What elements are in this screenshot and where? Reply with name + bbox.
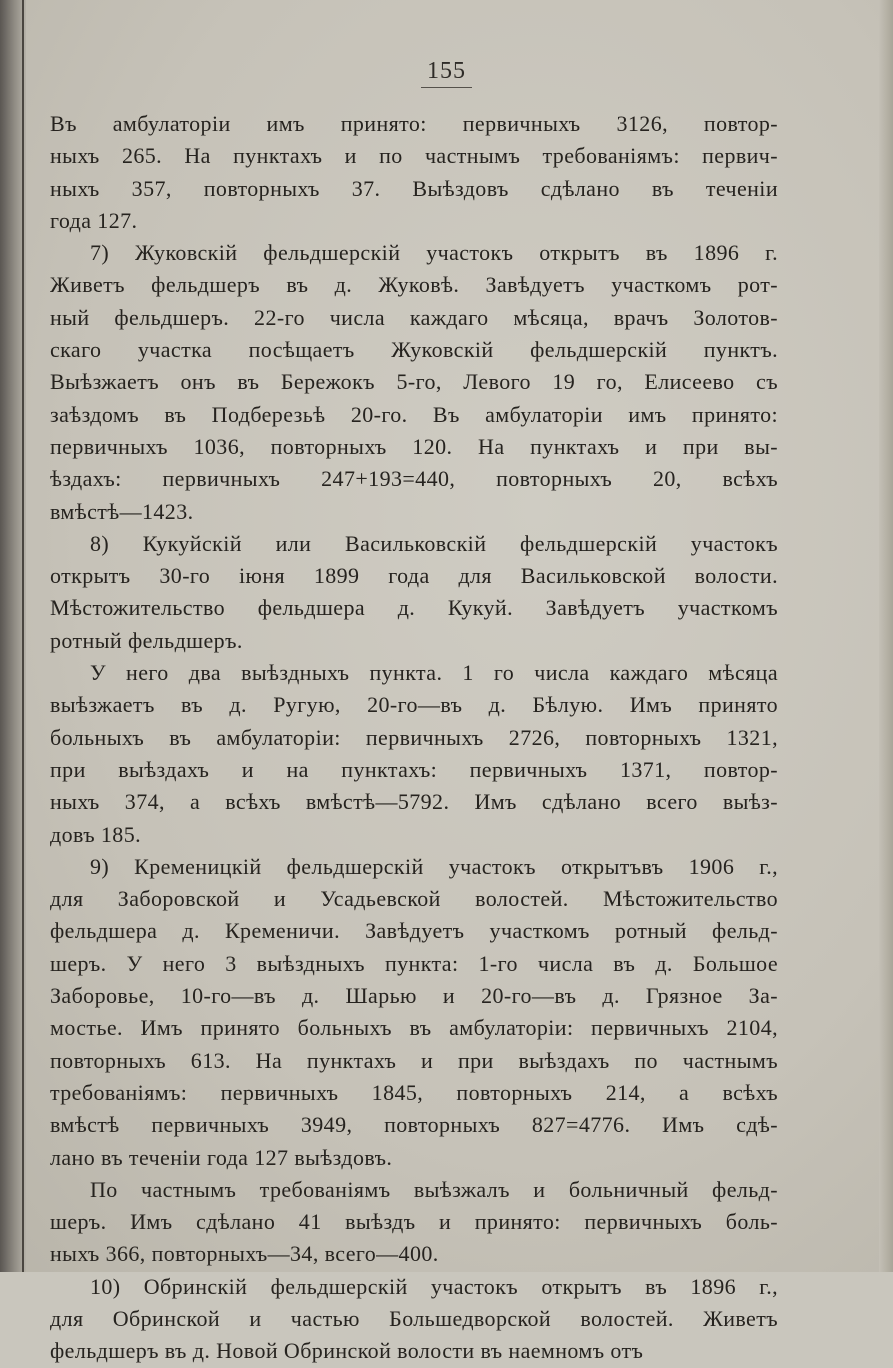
text-line: выѣзжаетъ въ д. Ругую, 20-го—въ д. Бѣлую. Имъ принято	[50, 692, 778, 718]
page-number: 155	[421, 58, 472, 88]
text-line: 8) Кукуйскій или Васильковскій фельдшерскій участокъ	[90, 530, 778, 556]
text-line: скаго участка посѣщаетъ Жуковскій фельдшерскій пунктъ.	[50, 337, 778, 363]
spine-shadow-line	[22, 0, 24, 1272]
text-line: Мѣстожительство фельдшера д. Кукуй. Завѣдуетъ участкомъ	[50, 595, 778, 621]
text-line: Живетъ фельдшеръ въ д. Жуковѣ. Завѣдуетъ участкомъ рот-	[50, 272, 778, 298]
text-line: первичныхъ 1036, повторныхъ 120. На пунктахъ и при вы-	[50, 433, 778, 459]
text-line: открытъ 30-го іюня 1899 года для Васильковской волости.	[50, 563, 778, 589]
text-line: ныхъ 357, повторныхъ 37. Выѣздовъ сдѣлано въ теченіи	[50, 175, 778, 201]
text-line: больныхъ въ амбулаторіи: первичныхъ 2726, повторныхъ 1321,	[50, 724, 778, 750]
text-line: довъ 185.	[50, 821, 142, 847]
body-text	[50, 108, 778, 1368]
text-line: шеръ. У него 3 выѣздныхъ пункта: 1-го числа въ д. Большое	[50, 950, 778, 976]
text-line: повторныхъ 613. На пунктахъ и при выѣздахъ по частнымъ	[50, 1047, 778, 1073]
text-line: для Заборовской и Усадьевской волостей. Мѣстожительство	[50, 886, 778, 912]
text-line: шеръ. Имъ сдѣлано 41 выѣздъ и принято: первичныхъ боль-	[50, 1209, 778, 1235]
text-line: 7) Жуковскій фельдшерскій участокъ открытъ въ 1896 г.	[90, 240, 778, 266]
paragraph	[50, 1271, 778, 1368]
text-line: вмѣстѣ первичныхъ 3949, повторныхъ 827=4776. Имъ сдѣ-	[50, 1112, 778, 1138]
text-line: У него два выѣздныхъ пункта. 1 го числа каждаго мѣсяца	[90, 660, 778, 686]
text-line: ѣздахъ: первичныхъ 247+193=440, повторныхъ 20, всѣхъ	[50, 466, 778, 492]
paragraph	[50, 1174, 778, 1271]
paragraph	[50, 237, 778, 528]
text-line: требованіямъ: первичныхъ 1845, повторныхъ 214, а всѣхъ	[50, 1079, 778, 1105]
paragraph	[50, 851, 778, 1174]
page-edge	[879, 0, 893, 1272]
text-line: ротный фельдшеръ.	[50, 627, 243, 653]
text-line: года 127.	[50, 207, 138, 233]
page-header	[0, 58, 893, 88]
text-line: при выѣздахъ и на пунктахъ: первичныхъ 1371, повтор-	[50, 756, 778, 782]
text-line: заѣздомъ въ Подберезьѣ 20-го. Въ амбулаторіи имъ принято:	[50, 401, 778, 427]
text-line: ныхъ 265. На пунктахъ и по частнымъ требованіямъ: первич-	[50, 143, 778, 169]
text-line: Заборовье, 10-го—въ д. Шарью и 20-го—въ д. Грязное За-	[50, 983, 778, 1009]
text-line: для Обринской и частью Большедворской волостей. Живетъ	[50, 1305, 778, 1331]
paragraph	[50, 657, 778, 851]
text-line: ный фельдшеръ. 22-го числа каждаго мѣсяца, врачъ Золотов-	[50, 304, 778, 330]
text-line: фельдшера д. Кременичи. Завѣдуетъ участкомъ ротный фельд-	[50, 918, 778, 944]
text-line: вмѣстѣ—1423.	[50, 498, 194, 524]
text-line: Выѣзжаетъ онъ въ Бережокъ 5-го, Левого 19 го, Елисеево съ	[50, 369, 778, 395]
text-line: 10) Обринскій фельдшерскій участокъ открытъ въ 1896 г.,	[90, 1273, 778, 1299]
text-line: ныхъ 366, повторныхъ—34, всего—400.	[50, 1241, 439, 1267]
text-line: 9) Кременицкій фельдшерскій участокъ открытъвъ 1906 г.,	[90, 853, 778, 879]
paragraph	[50, 108, 778, 237]
text-line: лано въ теченіи года 127 выѣздовъ.	[50, 1144, 393, 1170]
paragraph	[50, 528, 778, 657]
text-line: мостье. Имъ принято больныхъ въ амбулаторіи: первичныхъ 2104,	[50, 1015, 778, 1041]
text-line: Въ амбулаторіи имъ принято: первичныхъ 3126, повтор-	[50, 111, 778, 136]
text-line: ныхъ 374, а всѣхъ вмѣстѣ—5792. Имъ сдѣлано всего выѣз-	[50, 789, 778, 815]
text-line: По частнымъ требованіямъ выѣзжалъ и больничный фельд-	[90, 1176, 778, 1202]
text-line: фельдшеръ въ д. Новой Обринской волости въ наемномъ отъ	[50, 1338, 644, 1364]
